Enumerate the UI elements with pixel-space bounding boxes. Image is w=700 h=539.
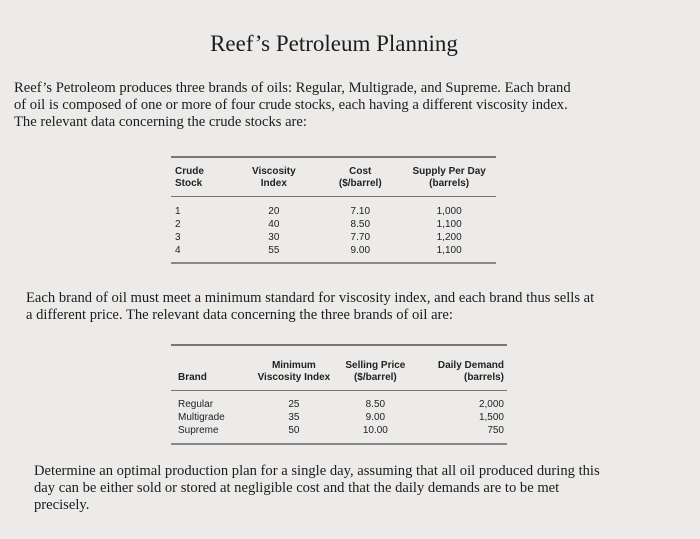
col-header-crude-stock: Crude Stock bbox=[171, 157, 229, 197]
table-header-row bbox=[171, 345, 507, 391]
cell-crude-stock: 3 bbox=[175, 232, 181, 243]
cell-cost: 9.00 bbox=[350, 245, 371, 256]
table-header-row bbox=[171, 157, 496, 197]
cell-selling-price: 10.00 bbox=[362, 425, 388, 436]
cell-selling-price: 9.00 bbox=[365, 412, 386, 423]
col-header-selling-price: Selling Price ($/barrel) bbox=[334, 345, 417, 391]
cell-brand: Multigrade bbox=[178, 412, 225, 423]
table-row bbox=[171, 244, 496, 263]
table-row bbox=[171, 391, 507, 412]
cell-viscosity-index: 20 bbox=[268, 206, 280, 217]
middle-paragraph bbox=[26, 290, 666, 324]
cell-crude-stock: 2 bbox=[175, 219, 181, 230]
closing-line: Determine an optimal production plan for a single day, assuming that all oil produced during this bbox=[34, 463, 600, 479]
col-header-supply-per-day: Supply Per Day (barrels) bbox=[402, 157, 496, 197]
cell-crude-stock: 1 bbox=[175, 206, 181, 217]
closing-paragraph bbox=[34, 463, 664, 514]
brand-table bbox=[171, 344, 507, 445]
cell-daily-demand: 750 bbox=[487, 425, 504, 436]
cell-supply: 1,100 bbox=[436, 219, 462, 230]
table-row bbox=[171, 424, 507, 444]
cell-min-viscosity: 25 bbox=[288, 399, 300, 410]
col-header-minimum-viscosity-index: Minimum Viscosity Index bbox=[254, 345, 334, 391]
intro-paragraph bbox=[14, 80, 654, 131]
cell-viscosity-index: 55 bbox=[268, 245, 280, 256]
middle-line: Each brand of oil must meet a minimum standard for viscosity index, and each brand thus sells at bbox=[26, 290, 595, 306]
col-header-cost: Cost ($/barrel) bbox=[318, 157, 402, 197]
intro-line: Reef’s Petroleom produces three brands of oils: Regular, Multigrade, and Supreme. Each brand bbox=[14, 80, 571, 96]
table-row bbox=[171, 218, 496, 231]
cell-crude-stock: 4 bbox=[175, 245, 181, 256]
middle-line: a different price. The relevant data concerning the three brands of oil are: bbox=[26, 307, 453, 323]
cell-supply: 1,200 bbox=[436, 232, 462, 243]
cell-cost: 7.70 bbox=[350, 232, 371, 243]
cell-supply: 1,100 bbox=[436, 245, 462, 256]
cell-min-viscosity: 35 bbox=[288, 412, 300, 423]
cell-brand: Regular bbox=[178, 399, 214, 410]
table-row bbox=[171, 411, 507, 424]
cell-cost: 7.10 bbox=[350, 206, 371, 217]
cell-selling-price: 8.50 bbox=[365, 399, 386, 410]
page-title: Reef’s Petroleum Planning bbox=[210, 31, 458, 56]
col-header-daily-demand: Daily Demand (barrels) bbox=[417, 345, 507, 391]
closing-line: precisely. bbox=[34, 497, 90, 513]
cell-min-viscosity: 50 bbox=[288, 425, 300, 436]
table-row bbox=[171, 197, 496, 219]
cell-viscosity-index: 30 bbox=[268, 232, 280, 243]
closing-line: day can be either sold or stored at negligible cost and that the daily demands are to be met bbox=[34, 480, 560, 496]
cell-viscosity-index: 40 bbox=[268, 219, 280, 230]
col-header-brand: Brand bbox=[171, 345, 254, 391]
cell-cost: 8.50 bbox=[350, 219, 371, 230]
cell-daily-demand: 1,500 bbox=[478, 412, 504, 423]
cell-supply: 1,000 bbox=[436, 206, 462, 217]
crude-stock-table bbox=[171, 156, 496, 264]
intro-line: The relevant data concerning the crude stocks are: bbox=[14, 114, 307, 130]
col-header-viscosity-index: Viscosity Index bbox=[229, 157, 318, 197]
table-row bbox=[171, 231, 496, 244]
cell-brand: Supreme bbox=[178, 425, 219, 436]
cell-daily-demand: 2,000 bbox=[478, 399, 504, 410]
intro-line: of oil is composed of one or more of four crude stocks, each having a different viscosity index. bbox=[14, 97, 568, 113]
